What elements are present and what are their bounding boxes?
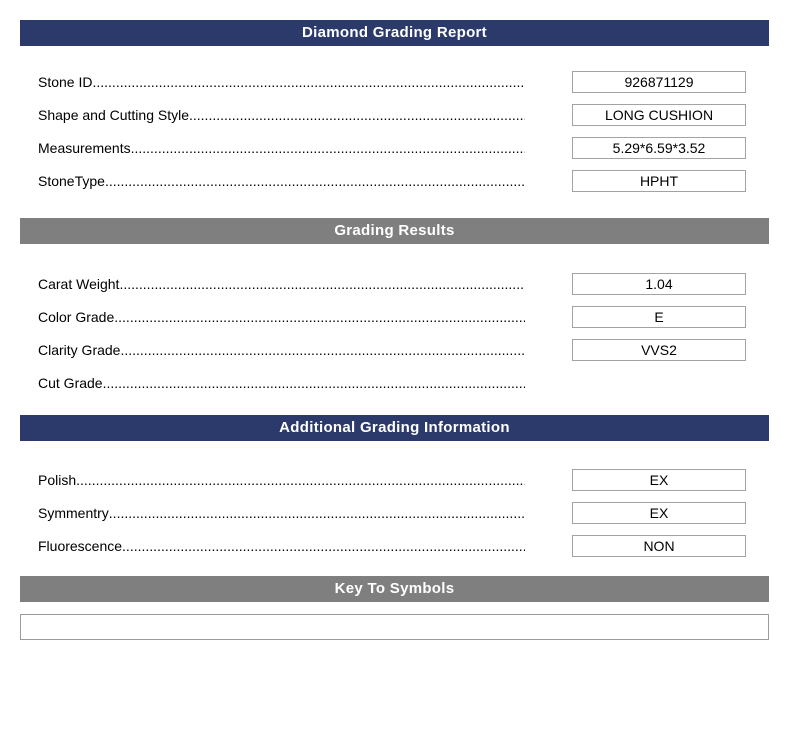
field-label: Color Grade: [38, 309, 115, 325]
field-label: StoneType: [38, 173, 105, 189]
field-label: Symmentry: [38, 505, 109, 521]
field-row-polish: [38, 469, 769, 491]
field-row-measurements: [38, 137, 769, 159]
dot-leader: [109, 505, 525, 521]
field-label: Polish: [38, 472, 77, 488]
field-label-line: [38, 505, 525, 521]
field-label-line: [38, 375, 525, 391]
dot-leader: [103, 375, 525, 391]
field-value: HPHT: [639, 173, 679, 189]
field-value-box-stone-id: [572, 71, 746, 93]
field-label: Shape and Cutting Style: [38, 107, 189, 123]
field-value: 5.29*6.59*3.52: [612, 140, 706, 156]
key-to-symbols-box: [20, 614, 769, 640]
dot-leader: [76, 472, 525, 488]
field-label: Fluorescence: [38, 538, 123, 554]
field-label-line: [38, 538, 525, 554]
dot-leader: [114, 309, 525, 325]
field-value-box-shape-cutting-style: [572, 104, 746, 126]
field-value-box-color-grade: [572, 306, 746, 328]
field-value: EX: [649, 505, 669, 521]
dot-leader: [119, 276, 525, 292]
section-header-diamond-grading-report: [20, 20, 769, 46]
field-row-shape-cutting-style: [38, 104, 769, 126]
diamond-grading-report: [20, 20, 769, 640]
section-title: Additional Grading Information: [279, 419, 510, 436]
dot-leader: [92, 74, 525, 90]
field-value: VVS2: [641, 342, 677, 358]
section-body-additional-grading-information: [20, 441, 769, 576]
field-value: EX: [649, 472, 669, 488]
field-label: Stone ID: [38, 74, 93, 90]
field-row-fluorescence: [38, 535, 769, 557]
section-title: Key To Symbols: [334, 580, 455, 597]
section-title: Grading Results: [334, 222, 455, 239]
dot-leader: [189, 107, 525, 123]
field-label-line: [38, 173, 525, 189]
section-body-grading-results: [20, 244, 769, 415]
field-label: Cut Grade: [38, 375, 103, 391]
section-body-identification: [20, 46, 769, 218]
section-title: Diamond Grading Report: [302, 24, 487, 41]
field-value-box-fluorescence: [572, 535, 746, 557]
field-label-line: [38, 276, 525, 292]
field-value: LONG CUSHION: [604, 107, 714, 123]
field-row-carat-weight: [38, 273, 769, 295]
field-label: Clarity Grade: [38, 342, 121, 358]
field-value: 926871129: [624, 74, 694, 90]
field-label-line: [38, 472, 525, 488]
field-value: E: [654, 309, 664, 325]
field-value-box-polish: [572, 469, 746, 491]
field-row-symmentry: [38, 502, 769, 524]
field-label-line: [38, 342, 525, 358]
section-header-grading-results: [20, 218, 769, 244]
dot-leader: [105, 173, 525, 189]
field-label-line: [38, 140, 525, 156]
dot-leader: [122, 538, 525, 554]
field-label-line: [38, 309, 525, 325]
field-value: NON: [643, 538, 675, 554]
field-label-line: [38, 107, 525, 123]
field-label: Carat Weight: [38, 276, 120, 292]
field-label-line: [38, 74, 525, 90]
field-row-cut-grade: [38, 372, 769, 394]
dot-leader: [131, 140, 525, 156]
field-label: Measurements: [38, 140, 131, 156]
section-header-additional-grading-information: [20, 415, 769, 441]
field-value-box-measurements: [572, 137, 746, 159]
field-row-color-grade: [38, 306, 769, 328]
field-value-box-stone-type: [572, 170, 746, 192]
field-value-box-carat-weight: [572, 273, 746, 295]
field-value-box-symmentry: [572, 502, 746, 524]
field-row-stone-id: [38, 71, 769, 93]
section-header-key-to-symbols: [20, 576, 769, 602]
field-value: 1.04: [645, 276, 673, 292]
dot-leader: [120, 342, 525, 358]
field-row-stone-type: [38, 170, 769, 192]
field-row-clarity-grade: [38, 339, 769, 361]
field-value-box-clarity-grade: [572, 339, 746, 361]
